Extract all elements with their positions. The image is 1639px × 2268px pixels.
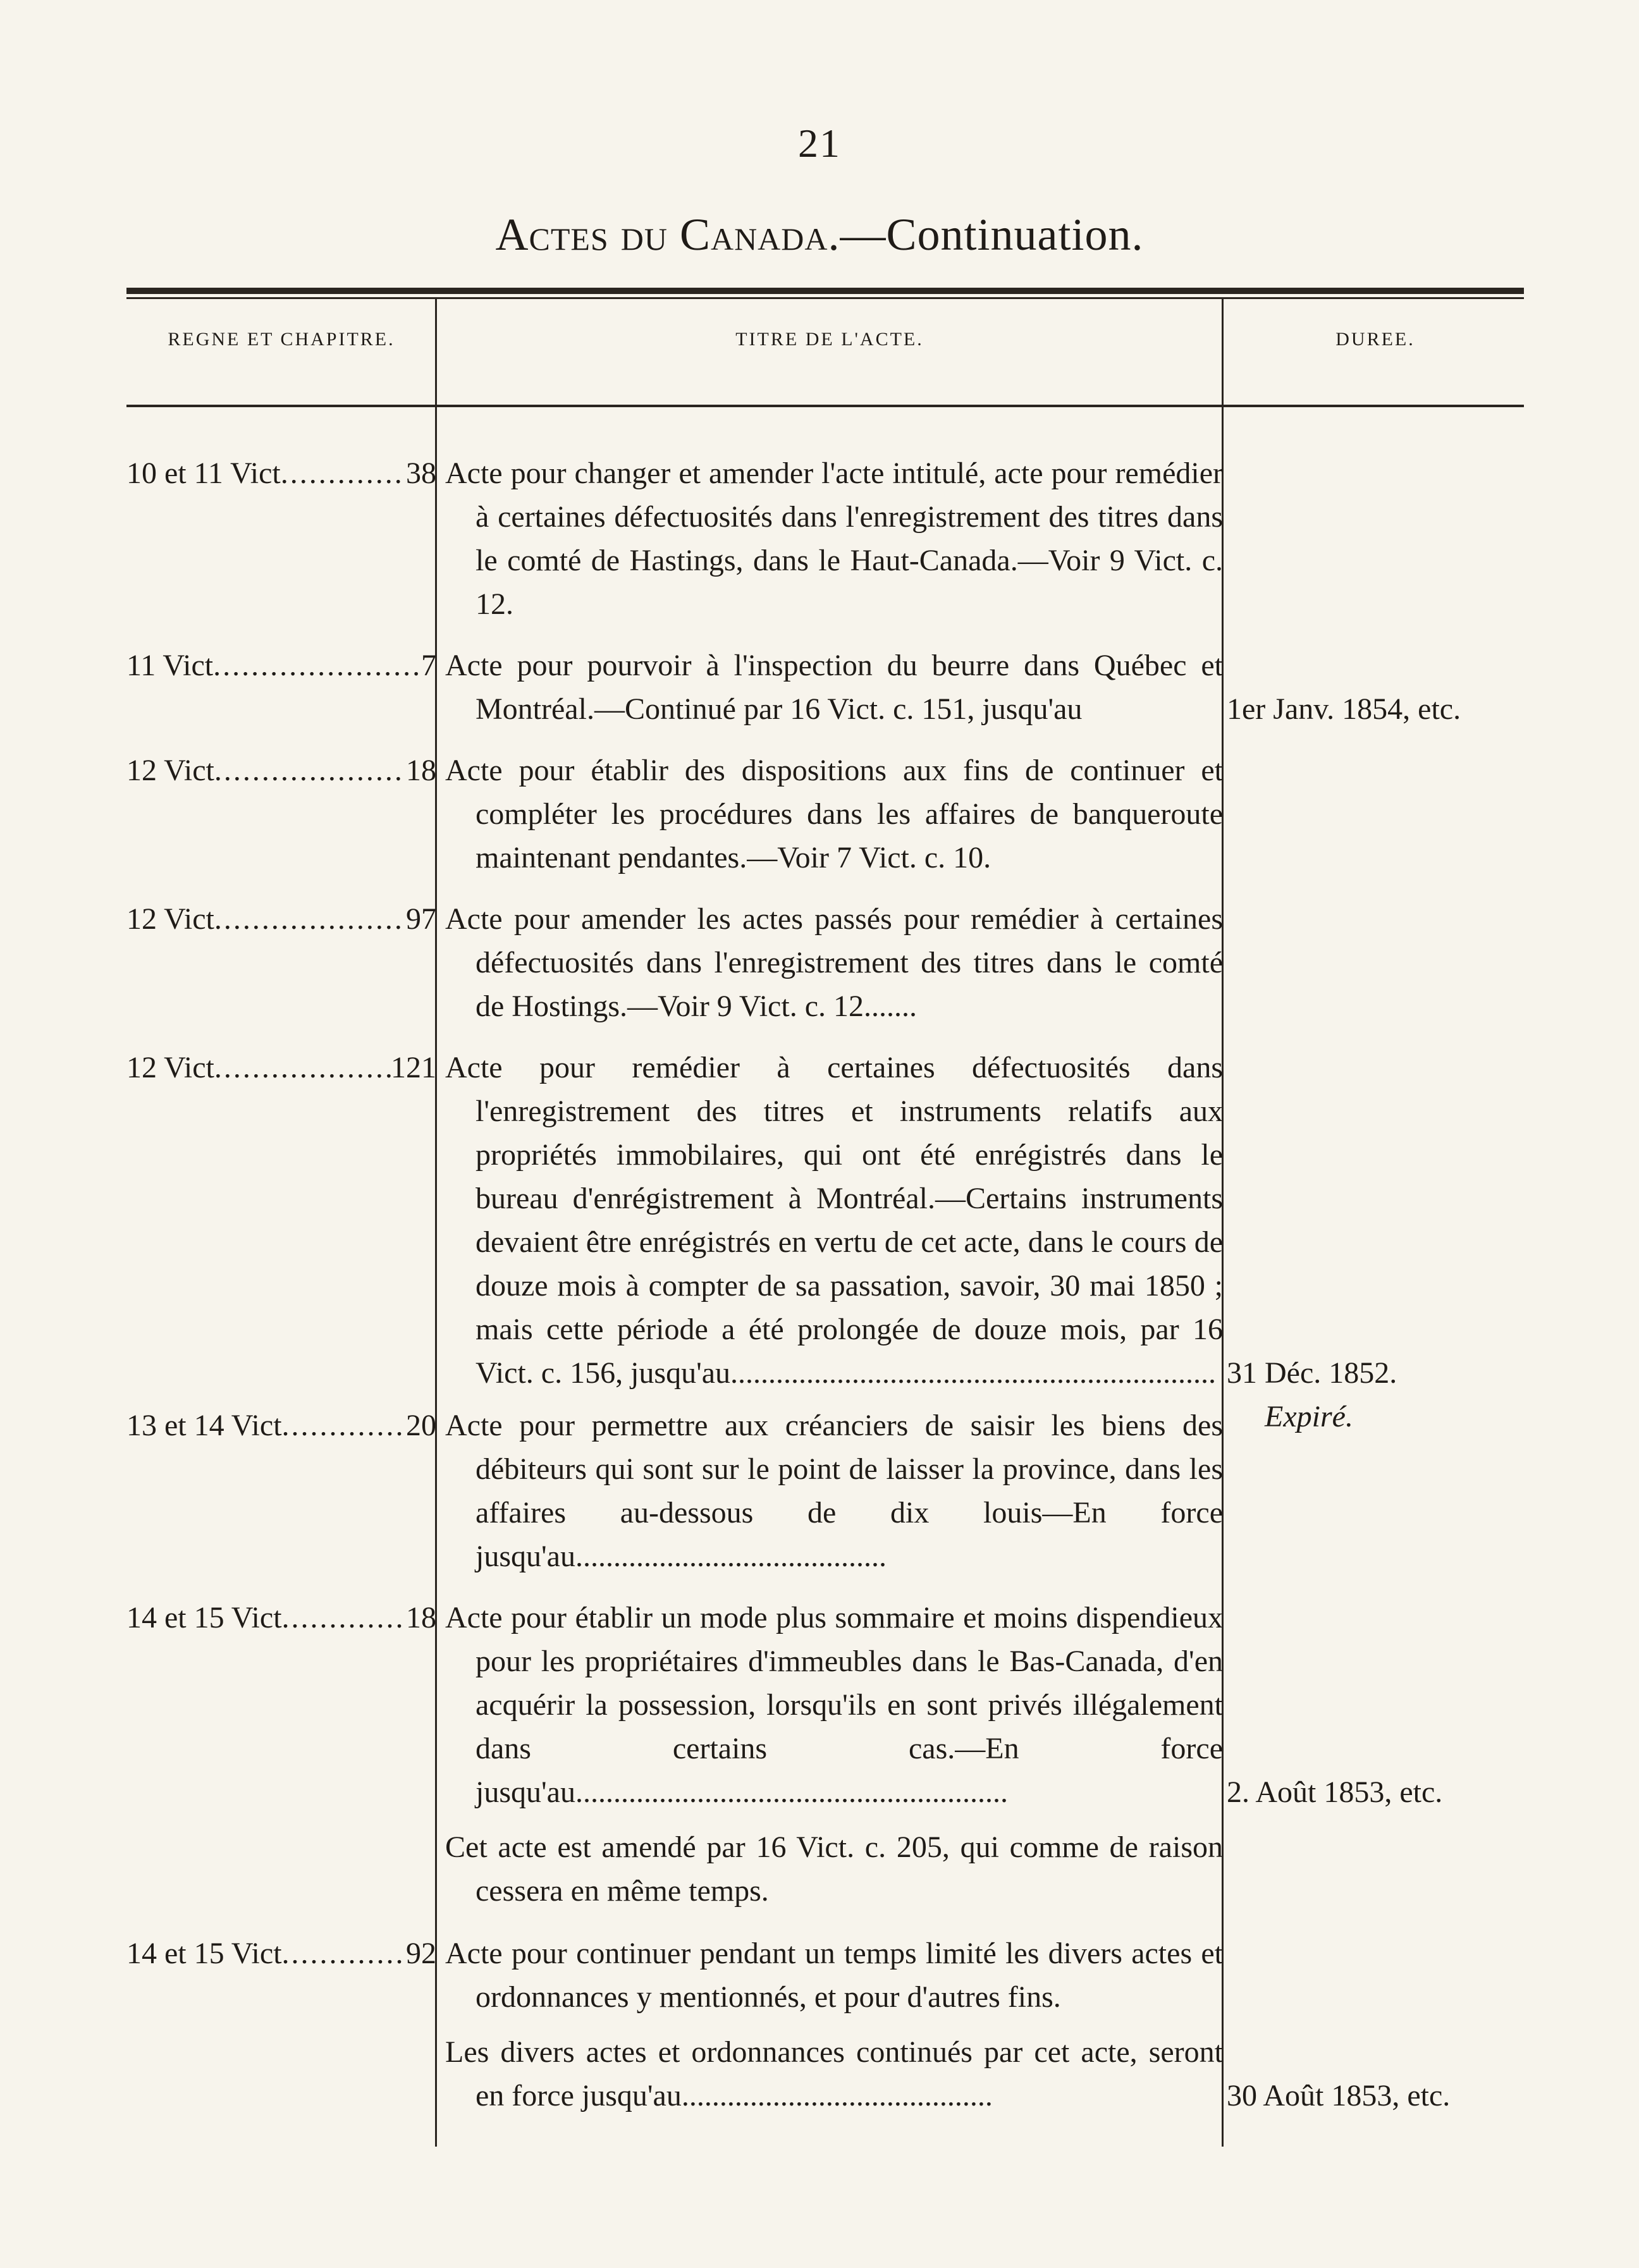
chapter-number: 92 [406,1937,436,1970]
act-title [436,897,1223,1028]
chapter-number: 97 [406,902,436,936]
table-row [126,644,1524,731]
reign-label: 10 et 11 Vict [126,457,281,490]
chapter-number: 7 [421,649,436,682]
table-row [126,451,1524,626]
reign-chapter [126,1932,436,1975]
act-title [436,749,1223,880]
chapter-number: 18 [406,1601,436,1634]
acts-table [126,436,1524,2118]
page-title-main: Actes du Canada. [495,209,840,260]
act-title-paragraph: Les divers actes et ordonnances continués par cet acte, seront en force jusqu'au......................................... [445,2035,1223,2112]
chapter-number: 20 [406,1409,436,1442]
duration [1227,1770,1524,1814]
column-header-reign: REGNE ET CHAPITRE. [168,329,395,350]
act-title [436,1596,1223,1913]
reign-label: 12 Vict [126,1051,214,1084]
act-title-paragraph: Acte pour changer et amender l'acte intitulé, acte pour remédier à certaines défectuosités dans l'enregistrement des titres dans le comté de Hastings, dans le Haut-Canada.—Voir 9 Vict. c. 12. [445,457,1223,621]
page-number: 21 [798,121,841,166]
act-title-paragraph: Acte pour établir un mode plus sommaire et moins dispendieux pour les propriétaires d'immeubles dans le Bas-Canada, d'en acquérir la possession, lorsqu'ils en sont privés illégalement dans certains cas.—En force jusqu'au......................................................... [445,1601,1223,1809]
dot-leader [214,1046,391,1089]
reign-chapter [126,1596,436,1640]
reign-label: 13 et 14 Vict [126,1409,282,1442]
dot-leader [282,1596,406,1640]
duration-note: Expiré. [1265,1400,1353,1433]
table-row [126,1404,1524,1578]
reign-chapter [126,644,436,687]
page-title [0,209,1639,261]
reign-chapter [126,1404,436,1447]
dot-leader [282,1404,406,1447]
dot-leader [214,749,406,792]
act-title-paragraph: Cet acte est amendé par 16 Vict. c. 205, qui comme de raison cessera en même temps. [445,1830,1223,1908]
duration-value: 1er Janv. 1854, etc. [1227,692,1461,726]
act-title [436,1932,1223,2118]
page-title-continuation: —Continuation. [840,209,1144,260]
reign-chapter [126,749,436,792]
column-header-title: TITRE DE L'ACTE. [735,329,924,350]
top-double-rule [126,288,1524,294]
act-title-paragraph: Acte pour établir des dispositions aux fins de continuer et compléter les procédures dans les affaires de banqueroute maintenant pendantes.—Voir 7 Vict. c. 10. [445,754,1223,874]
act-title-paragraph: Acte pour continuer pendant un temps limité les divers actes et ordonnances y mentionnés, et pour d'autres fins. [445,1937,1223,2014]
duration-value: 2. Août 1853, etc. [1227,1775,1443,1809]
reign-label: 12 Vict [126,902,214,936]
reign-chapter [126,451,436,495]
chapter-number: 121 [391,1051,436,1084]
act-title-paragraph: Acte pour amender les actes passés pour remédier à certaines défectuosités dans l'enregistrement des titres dans le comté de Hostings.—Voir 9 Vict. c. 12....... [445,902,1223,1023]
table-row [126,1932,1524,2118]
duration [1227,687,1524,731]
act-title [436,644,1223,731]
table-row [126,749,1524,880]
column-header-duration: DUREE. [1335,329,1415,350]
act-title-paragraph: Acte pour remédier à certaines défectuosités dans l'enregistrement des titres et instruments relatifs aux propriétés immobilaires, qui ont été enrégistrés dans le bureau d'enrégistrement à Montréal.—Certains instruments devaient être enrégistrés en vertu de cet acte, dans le cours de douze mois à compter de sa passation, savoir, 30 mai 1850 ; mais cette période a été prolongée de douze mois, par 16 Vict. c. 156, jusqu'au................................................................ [445,1051,1223,1390]
act-title-paragraph: Acte pour permettre aux créanciers de saisir les biens des débiteurs qui sont sur le point de laisser la province, dans les affaires au-dessous de dix louis—En force jusqu'au......................................... [445,1409,1223,1573]
dot-leader [282,1932,406,1975]
act-title [436,1046,1223,1395]
reign-label: 14 et 15 Vict [126,1601,282,1634]
chapter-number: 18 [406,754,436,787]
header-rule [126,405,1524,407]
table-row [126,1596,1524,1913]
act-title [436,1404,1223,1578]
chapter-number: 38 [406,457,436,490]
duration-value: 30 Août 1853, etc. [1227,2079,1451,2112]
dot-leader [281,451,406,495]
dot-leader [214,897,406,941]
reign-chapter [126,897,436,941]
reign-label: 11 Vict [126,649,214,682]
top-thin-rule [126,297,1524,299]
table-row [126,897,1524,1028]
reign-label: 14 et 15 Vict [126,1937,282,1970]
duration-value: 31 Déc. 1852. [1227,1356,1397,1390]
duration [1227,2074,1524,2118]
act-title-paragraph: Acte pour pourvoir à l'inspection du beurre dans Québec et Montréal.—Continué par 16 Vict. c. 151, jusqu'au [445,649,1223,726]
reign-label: 12 Vict [126,754,214,787]
dot-leader [213,644,421,687]
act-title [436,451,1223,626]
reign-chapter [126,1046,436,1089]
